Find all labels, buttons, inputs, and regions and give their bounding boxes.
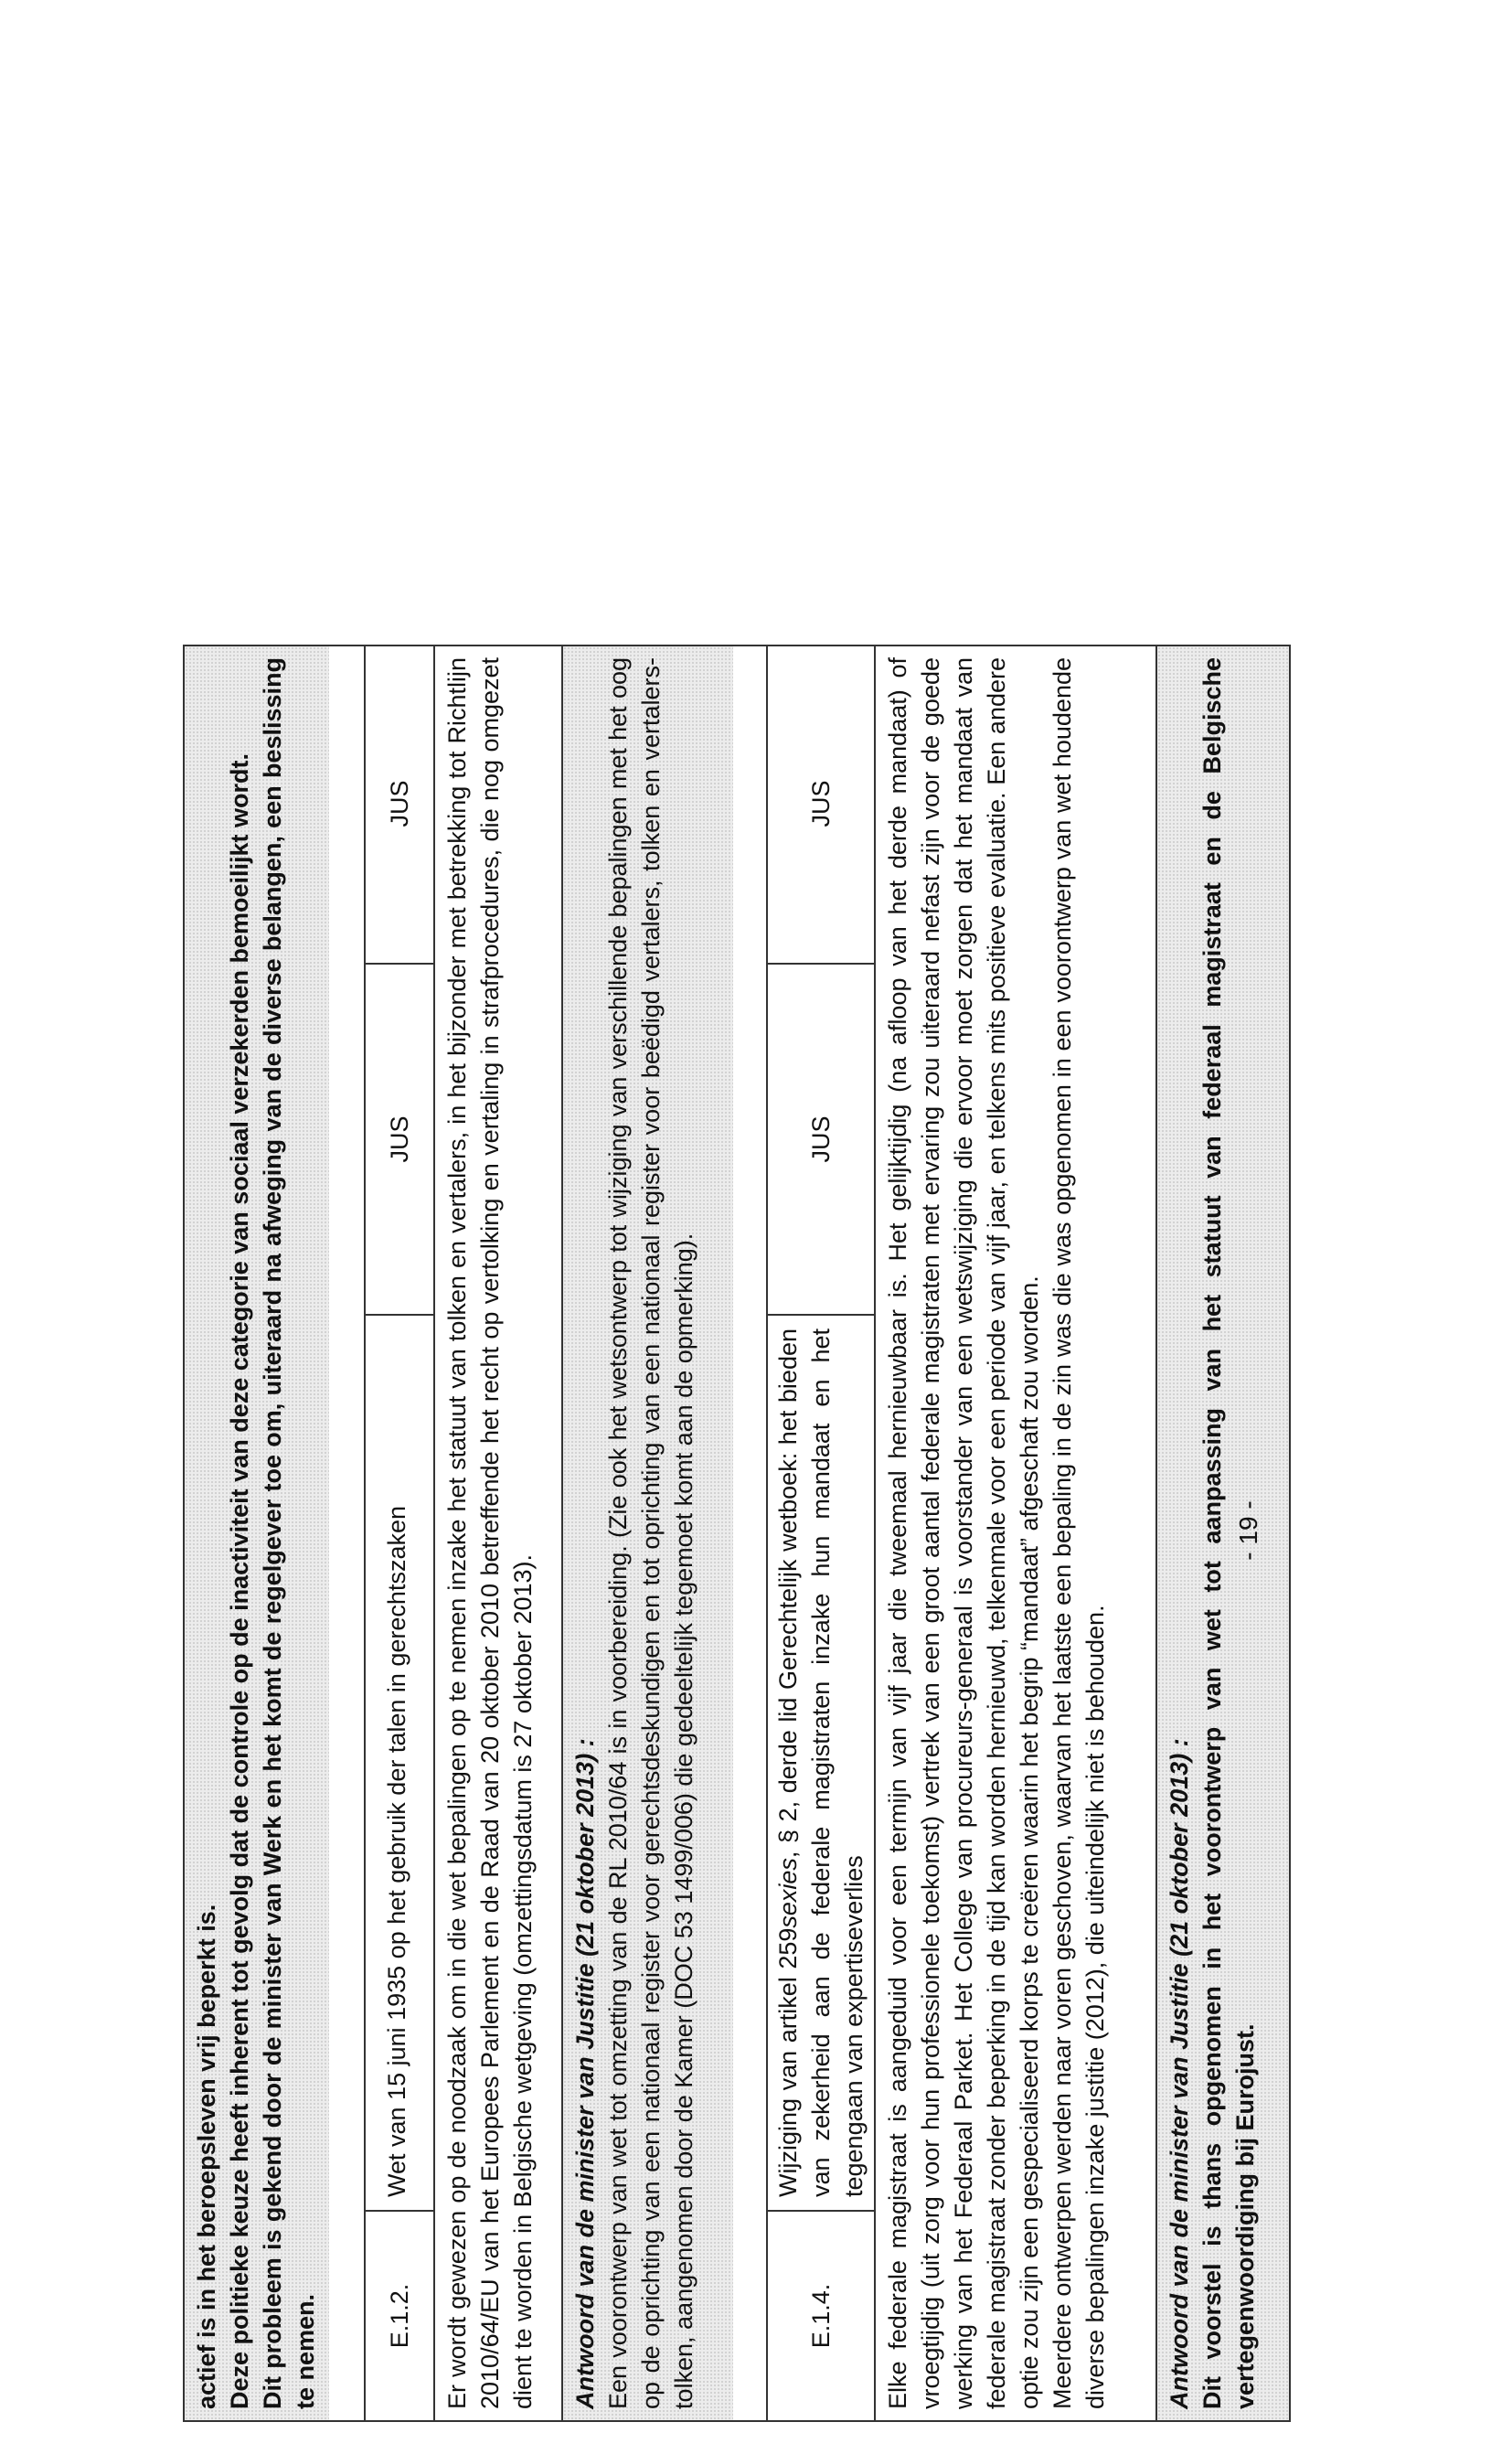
item-e14-answer-block bbox=[1155, 646, 1289, 2420]
item-e14-title-italic: sexies bbox=[774, 1858, 802, 1928]
item-e14-col2: JUS bbox=[768, 645, 874, 965]
item-e12-col1: JUS bbox=[366, 965, 433, 1316]
item-e14-description bbox=[874, 646, 1155, 2420]
intro-line-1: actief is in het beroepsleven vrij beperkt is. bbox=[193, 1904, 220, 2409]
item-e14-header-row bbox=[766, 646, 874, 2420]
item-e14-title-post: , § 2, derde lid Gerechtelijk wetboek: het bieden van zekerheid aan de federale magistraten inzake hun mandaat en het tegengaan van expertiseverlies bbox=[774, 1328, 868, 2197]
item-e12-header-row bbox=[364, 646, 433, 2420]
intro-line-3: Dit probleem is gekend door de minister van Werk en het komt de regelgever toe om, uiteraard na afweging van de diverse belangen, een beslissing te nemen. bbox=[259, 657, 319, 2409]
item-e14-title-pre: Wijziging van artikel 259 bbox=[774, 1927, 802, 2197]
item-e14-description-p2: Meerdere ontwerpen werden naar voren geschoven, waarvan het laatste een bepaling in de zin was die was opgenomen in een voorontwerp van wet houdende diverse bepalingen inzake justitie (2012), die uiteindelijk niet is behouden. bbox=[1049, 657, 1109, 2409]
page-number: - 19 - bbox=[1234, 1500, 1262, 1561]
item-e12-description: Er wordt gewezen op de noodzaak om in die wet bepalingen op te nemen inzake het statuut van tolken en vertalers, in het bijzonder met betrekking tot Richtlijn 2010/64/EU van het Europees Parlement en de Raad van 20 oktober 2010 betreffende het recht op vertolking en vertaling in strafprocedures, die nog omgezet dient te worden in Belgische wetgeving (omzettingsdatum is 27 oktober 2013). bbox=[433, 646, 561, 2420]
item-e12-answer-heading: Antwoord van de minister van Justitie (21 oktober 2013) : bbox=[571, 1738, 599, 2409]
item-e12-answer-text: Een voorontwerp van wet tot omzetting van de RL 2010/64 is in voorbereiding. (Zie ook het wetsontwerp tot wijziging van verschillende bepalingen met het oog op de oprichting van een nationaal register voor gerechtsdeskundigen en tot oprichting van een nationaal register voor beëdigd vertalers, tolken en vertalers-tolken, aangenomen door de Kamer (DOC 53 1499/006) die gedeeltelijk tegemoet komt aan de opmerking). bbox=[604, 657, 697, 2409]
item-e12-answer-block bbox=[561, 646, 733, 2420]
intro-block bbox=[185, 646, 329, 2420]
item-e12-col2: JUS bbox=[366, 645, 433, 965]
intro-line-2: Deze politieke keuze heeft inherent tot gevolg dat de controle op de inactiviteit van deze categorie van sociaal verzekerden bemoeilijkt wordt. bbox=[226, 753, 253, 2409]
item-e14-code: E.1.4. bbox=[807, 2283, 835, 2349]
rotated-page-content bbox=[183, 613, 1293, 2454]
item-e14-title bbox=[768, 1316, 874, 2212]
item-e14-answer-text: Dit voorstel is thans opgenomen in het voorontwerp van wet tot aanpassing van het statuut van federaal magistraat en de Belgische vertegenwoordiging bij Eurojust. bbox=[1198, 657, 1259, 2409]
item-e14-description-p1: Elke federale magistraat is aangeduid voor een termijn van vijf jaar die tweemaal hernieuwbaar is. Het gelijktijdig (na afloop van het derde mandaat) of vroegtijdig (uit zorg voor hun professionele toekomst) vertrek van een groot aantal federale magistraten met ervaring zou uiteraard nefast zijn voor de goede werking van het Federaal Parket. Het College van procureurs-generaal is voorstander van een wetswijziging die ervoor moet zorgen dat het mandaat van federale magistraat zonder beperking in de tijd kan worden hernieuwd, telkenmale voor een periode van vijf jaar, en telkens mits positieve evaluatie. Een andere optie zou zijn een gespecialiseerd korps te creëren waarin het begrip “mandaat” afgeschaft zou worden. bbox=[884, 657, 1043, 2409]
recommendations-table bbox=[183, 645, 1291, 2422]
item-e12-code: E.1.2. bbox=[386, 2283, 413, 2349]
item-e14-answer-heading: Antwoord van de minister van Justitie (21 oktober 2013) : bbox=[1166, 1738, 1193, 2409]
item-e12-title: Wet van 15 juni 1935 op het gebruik der talen in gerechtszaken bbox=[366, 1316, 433, 2212]
item-e14-col1: JUS bbox=[768, 965, 874, 1316]
